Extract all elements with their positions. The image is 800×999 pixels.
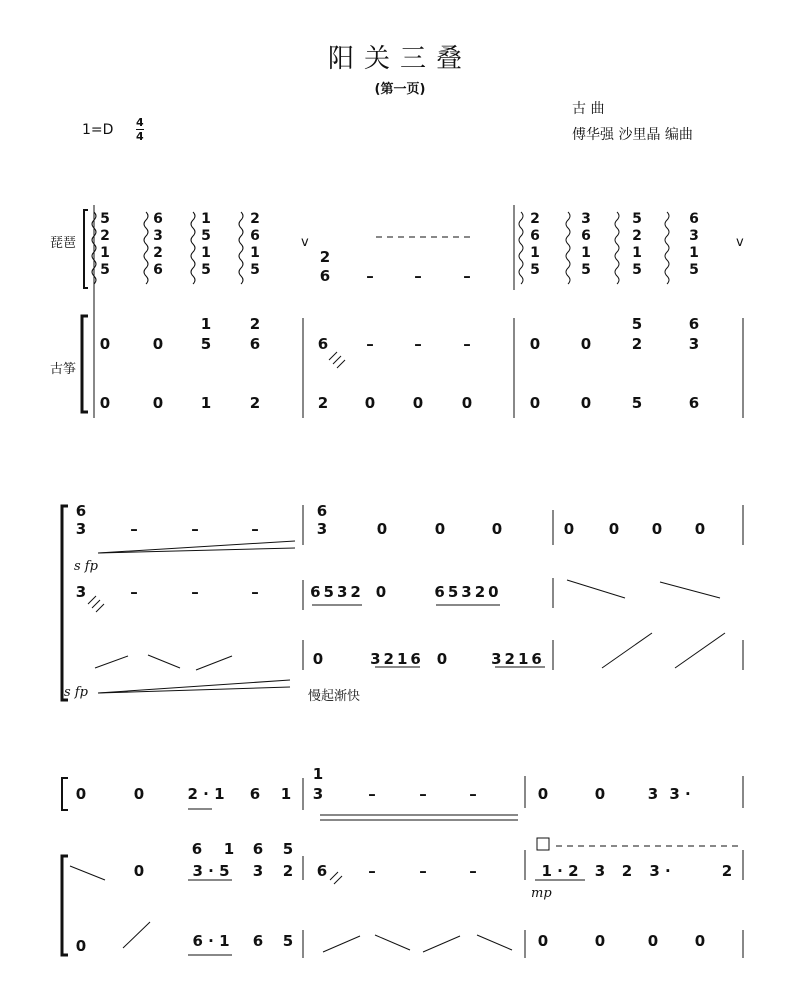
pipa-note: – bbox=[419, 785, 427, 803]
zheng-note: 2 bbox=[249, 394, 261, 412]
pipa-note: 3 bbox=[647, 785, 659, 803]
zheng-note: 3 bbox=[594, 862, 606, 880]
zheng-note: 0 bbox=[99, 335, 111, 353]
pipa-chord-note: 2 bbox=[530, 211, 540, 227]
zheng-note: 1 bbox=[200, 315, 212, 333]
zheng-note-group: 3216 bbox=[491, 650, 545, 668]
pipa-note: 6 bbox=[316, 502, 328, 520]
zheng-note: 2 bbox=[317, 394, 329, 412]
pipa-chord-note: 1 bbox=[530, 245, 540, 261]
pipa-note: 6 bbox=[75, 502, 87, 520]
pipa-note: – bbox=[414, 267, 422, 285]
pipa-chord-note: 5 bbox=[632, 211, 642, 227]
pipa-chord-note: 2 bbox=[632, 228, 642, 244]
key-signature: 1=D bbox=[82, 122, 114, 138]
pipa-note: – bbox=[191, 520, 199, 538]
instrument-guzheng: 古筝 bbox=[50, 362, 77, 377]
zheng-note: 0 bbox=[694, 932, 706, 950]
pipa-note: 0 bbox=[491, 520, 503, 538]
pipa-chord-note: 3 bbox=[153, 228, 163, 244]
zheng-note: 0 bbox=[133, 862, 145, 880]
dynamic-mark: s fp bbox=[74, 559, 98, 574]
pipa-chord-note: 5 bbox=[201, 228, 211, 244]
pipa-note: 2 bbox=[319, 248, 331, 266]
pipa-chord-note: 6 bbox=[530, 228, 540, 244]
zheng-note: 6 bbox=[688, 394, 700, 412]
zheng-note: 5 bbox=[282, 840, 294, 858]
pipa-chord-note: 6 bbox=[153, 262, 163, 278]
zheng-note: 0 bbox=[99, 394, 111, 412]
zheng-note: 5 bbox=[631, 315, 643, 333]
pipa-note: 1 bbox=[280, 785, 292, 803]
pipa-chord-note: 6 bbox=[250, 228, 260, 244]
zheng-note: 0 bbox=[152, 394, 164, 412]
pipa-chord-note: 1 bbox=[100, 245, 110, 261]
pipa-chord-note: 5 bbox=[530, 262, 540, 278]
svg-text:v: v bbox=[736, 235, 744, 250]
pipa-chord-note: 2 bbox=[100, 228, 110, 244]
time-top: 4 bbox=[136, 116, 144, 129]
pipa-note: 3 · bbox=[669, 785, 691, 803]
zheng-note: 5 bbox=[200, 335, 212, 353]
zheng-note-group: 65320 bbox=[434, 583, 502, 601]
zheng-note: – bbox=[368, 862, 376, 880]
pipa-note: 0 bbox=[537, 785, 549, 803]
pipa-note: – bbox=[463, 267, 471, 285]
zheng-note: 3 · bbox=[649, 862, 671, 880]
pipa-chord-note: 6 bbox=[581, 228, 591, 244]
zheng-note: 0 bbox=[436, 650, 448, 668]
zheng-note: 2 bbox=[621, 862, 633, 880]
tempo-direction: 慢起渐快 bbox=[308, 689, 361, 704]
zheng-note-group: 6532 bbox=[310, 583, 364, 601]
pipa-note: 2 · 1 bbox=[187, 785, 225, 803]
pipa-chord-note: 1 bbox=[632, 245, 642, 261]
pipa-chord-note: 5 bbox=[201, 262, 211, 278]
zheng-note: 0 bbox=[375, 583, 387, 601]
pipa-chord-note: 5 bbox=[100, 262, 110, 278]
zheng-note: 0 bbox=[461, 394, 473, 412]
zheng-note: 3 bbox=[75, 583, 87, 601]
pipa-chord-note: 2 bbox=[153, 245, 163, 261]
instrument-pipa: 琵琶 bbox=[50, 236, 77, 251]
zheng-note: 1 · 2 bbox=[541, 862, 579, 880]
pipa-chord-note: 5 bbox=[581, 262, 591, 278]
zheng-note: – bbox=[469, 862, 477, 880]
pipa-note: 0 bbox=[75, 785, 87, 803]
pipa-chord-note: 5 bbox=[250, 262, 260, 278]
zheng-note: 6 bbox=[317, 335, 329, 353]
zheng-note: 2 bbox=[282, 862, 294, 880]
pipa-chord-note: 6 bbox=[689, 211, 699, 227]
pipa-note: 3 bbox=[312, 785, 324, 803]
zheng-note: 0 bbox=[580, 335, 592, 353]
zheng-note: 0 bbox=[152, 335, 164, 353]
svg-text:v: v bbox=[301, 235, 309, 250]
zheng-note: – bbox=[463, 335, 471, 353]
zheng-note: 0 bbox=[364, 394, 376, 412]
zheng-note: – bbox=[251, 583, 259, 601]
piece-title: 阳关三叠 bbox=[327, 44, 472, 74]
zheng-note: 0 bbox=[537, 932, 549, 950]
pipa-note: – bbox=[251, 520, 259, 538]
pipa-note: 0 bbox=[694, 520, 706, 538]
zheng-note: 6 bbox=[688, 315, 700, 333]
pipa-note: 3 bbox=[316, 520, 328, 538]
zheng-note: 3 · 5 bbox=[192, 862, 230, 880]
zheng-note: 6 bbox=[252, 840, 264, 858]
pipa-chord-note: 2 bbox=[250, 211, 260, 227]
pipa-chord-note: 1 bbox=[581, 245, 591, 261]
zheng-note: 0 bbox=[312, 650, 324, 668]
pipa-note: 0 bbox=[563, 520, 575, 538]
pipa-note: 3 bbox=[75, 520, 87, 538]
zheng-note: – bbox=[414, 335, 422, 353]
pipa-note: – bbox=[130, 520, 138, 538]
page-subtitle: (第一页) bbox=[374, 82, 426, 97]
pipa-chord-note: 1 bbox=[250, 245, 260, 261]
zheng-note: 5 bbox=[282, 932, 294, 950]
zheng-note: 1 bbox=[200, 394, 212, 412]
zheng-note: 0 bbox=[75, 937, 87, 955]
dynamic-mark: s fp bbox=[64, 685, 88, 700]
zheng-note: 5 bbox=[631, 394, 643, 412]
zheng-note: 3 bbox=[252, 862, 264, 880]
zheng-note: 3 bbox=[688, 335, 700, 353]
pipa-note: 0 bbox=[133, 785, 145, 803]
pipa-chord-note: 5 bbox=[632, 262, 642, 278]
zheng-note: 6 bbox=[316, 862, 328, 880]
zheng-note: 0 bbox=[647, 932, 659, 950]
pipa-note: 0 bbox=[651, 520, 663, 538]
pipa-chord-note: 5 bbox=[100, 211, 110, 227]
zheng-note: – bbox=[130, 583, 138, 601]
dynamic-mark: mp bbox=[531, 886, 552, 901]
zheng-note: 2 bbox=[721, 862, 733, 880]
pipa-chord-note: 6 bbox=[153, 211, 163, 227]
pipa-note: – bbox=[368, 785, 376, 803]
pipa-chord-note: 1 bbox=[689, 245, 699, 261]
pipa-chord-note: 5 bbox=[689, 262, 699, 278]
zheng-note: 1 bbox=[223, 840, 235, 858]
zheng-note: 6 · 1 bbox=[192, 932, 230, 950]
pipa-chord-note: 1 bbox=[201, 211, 211, 227]
pipa-note: – bbox=[469, 785, 477, 803]
pipa-note: 6 bbox=[319, 267, 331, 285]
zheng-note: 0 bbox=[529, 394, 541, 412]
zheng-note: 6 bbox=[191, 840, 203, 858]
zheng-note: 6 bbox=[249, 335, 261, 353]
zheng-note: 0 bbox=[594, 932, 606, 950]
arranger-label: 傅华强 沙里晶 编曲 bbox=[572, 127, 693, 143]
zheng-note: 6 bbox=[252, 932, 264, 950]
pipa-chord-note: 3 bbox=[689, 228, 699, 244]
zheng-note: 0 bbox=[529, 335, 541, 353]
pipa-note: 0 bbox=[376, 520, 388, 538]
zheng-note: – bbox=[191, 583, 199, 601]
pipa-note: 0 bbox=[594, 785, 606, 803]
time-bottom: 4 bbox=[136, 130, 144, 143]
pipa-note: 0 bbox=[608, 520, 620, 538]
origin-label: 古 曲 bbox=[572, 101, 605, 117]
pipa-chord-note: 3 bbox=[581, 211, 591, 227]
zheng-note-group: 3216 bbox=[370, 650, 424, 668]
zheng-note: 2 bbox=[249, 315, 261, 333]
pipa-note: 0 bbox=[434, 520, 446, 538]
pipa-note: 1 bbox=[312, 765, 324, 783]
zheng-note: 0 bbox=[412, 394, 424, 412]
zheng-note: – bbox=[419, 862, 427, 880]
pipa-note: 6 bbox=[249, 785, 261, 803]
pipa-note: – bbox=[366, 267, 374, 285]
pipa-chord-note: 1 bbox=[201, 245, 211, 261]
zheng-note: – bbox=[366, 335, 374, 353]
zheng-note: 0 bbox=[580, 394, 592, 412]
zheng-note: 2 bbox=[631, 335, 643, 353]
